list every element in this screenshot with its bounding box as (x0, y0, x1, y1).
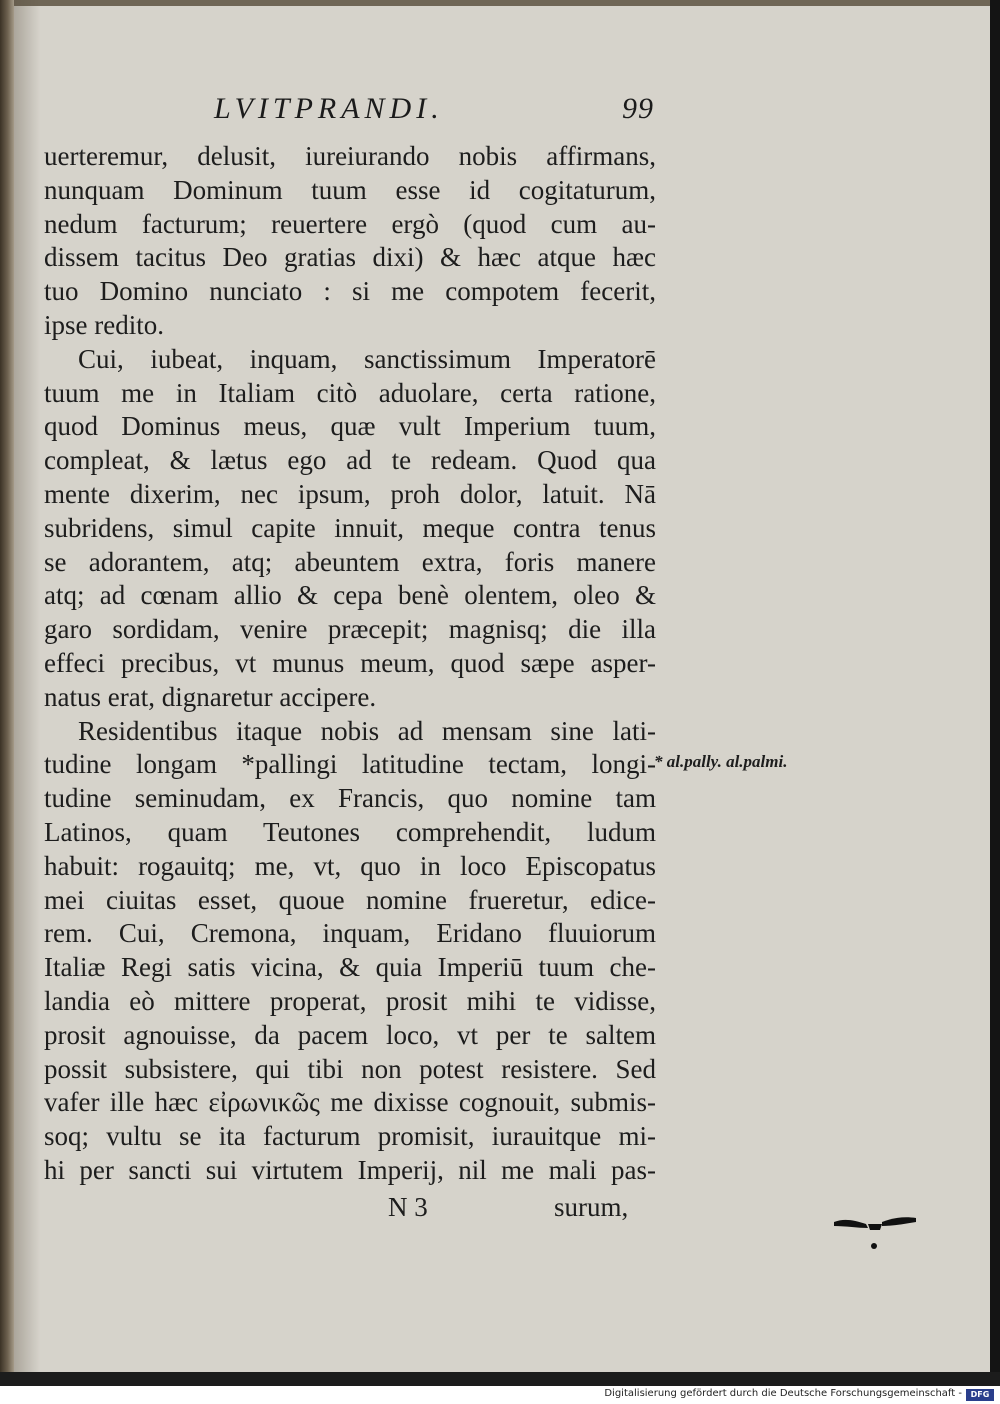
footer (0, 1386, 1000, 1404)
text-line: dissem tacitus Deo gratias dixi) & hæc atque hæc (44, 242, 656, 273)
text-line: nedum facturum; reuertere ergò (quod cum au- (44, 208, 656, 239)
text-line: compleat, & lætus ego ad te redeam. Quod qua (44, 445, 656, 476)
signature-mark: N 3 (388, 1192, 428, 1222)
page-number: 99 (622, 92, 654, 125)
text-line: ipse redito. (44, 309, 164, 340)
text-line: rem. Cui, Cremona, inquam, Eridano fluuiorum (44, 918, 656, 949)
text-line: habuit: rogauitq; me, vt, quo in loco Episcopatus (44, 850, 656, 881)
page-top-edge (0, 0, 1000, 6)
text-line: Cui, iubeat, inquam, sanctissimum Imperatorē (78, 343, 656, 374)
dfg-logo-icon: DFG (966, 1389, 994, 1401)
text-line: hi per sancti sui virtutem Imperij, nil me mali pas- (44, 1154, 656, 1185)
body-text (44, 140, 656, 1188)
text-line: subridens, simul capite innuit, meque contra tenus (44, 512, 656, 543)
text-line: tudine longam *pallingi latitudine tectam, longi- (44, 749, 656, 780)
binding-shadow (14, 0, 40, 1386)
text-line: mente dixerim, nec ipsum, proh dolor, latuit. Nā (44, 478, 656, 509)
text-line: Residentibus itaque nobis ad mensam sine lati- (78, 715, 656, 746)
text-line: mei ciuitas esset, quoue nomine frueretur, edice- (44, 884, 656, 915)
text-line: prosit agnouisse, da pacem loco, vt per te saltem (44, 1019, 656, 1050)
text-line: atq; ad cœnam allio & cepa benè olentem, oleo & (44, 580, 656, 611)
text-line: tuo Domino nunciato : si me compotem fecerit, (44, 276, 656, 307)
text-line: tuum me in Italiam citò aduolare, certa ratione, (44, 377, 656, 408)
book-binding (0, 0, 14, 1386)
text-line: quod Dominus meus, quæ vult Imperium tuum, (44, 411, 656, 442)
page-bottom-edge (0, 1372, 1000, 1386)
text-line: vafer ille hæc εἰρωνικῶς me dixisse cognouit, submis- (44, 1087, 656, 1118)
text-line: natus erat, dignaretur accipere. (44, 681, 377, 712)
text-line: soq; vultu se ita facturum promisit, iurauitque mi- (44, 1121, 656, 1152)
text-line: nunquam Dominum tuum esse id cogitaturum, (44, 174, 656, 205)
footer-credit: Digitalisierung gefördert durch die Deutsche Forschungsgemeinschaft - (604, 1388, 962, 1399)
running-head: LVITPRANDI. (214, 92, 444, 125)
page-right-edge (990, 0, 1000, 1386)
catchword: surum, (554, 1192, 629, 1222)
text-line: tudine seminudam, ex Francis, quo nomine tam (44, 783, 656, 814)
text-line: Latinos, quam Teutones comprehendit, ludum (44, 816, 656, 847)
text-line: Italiæ Regi satis vicina, & quia Imperiū tuum che- (44, 952, 656, 983)
ink-mark (832, 1214, 922, 1254)
margin-note: * al.pally. al.palmi. (654, 752, 788, 771)
text-line: landia eò mittere properat, prosit mihi te vidisse, (44, 985, 656, 1016)
text-line: possit subsistere, qui tibi non potest resistere. Sed (44, 1053, 656, 1084)
text-line: uerteremur, delusit, iureiurando nobis affirmans, (44, 141, 656, 171)
text-line: effeci precibus, vt munus meum, quod sæpe asper- (44, 647, 656, 678)
text-line: garo sordidam, venire præcepit; magnisq; die illa (44, 614, 656, 645)
text-line: se adorantem, atq; abeuntem extra, foris manere (44, 546, 656, 577)
